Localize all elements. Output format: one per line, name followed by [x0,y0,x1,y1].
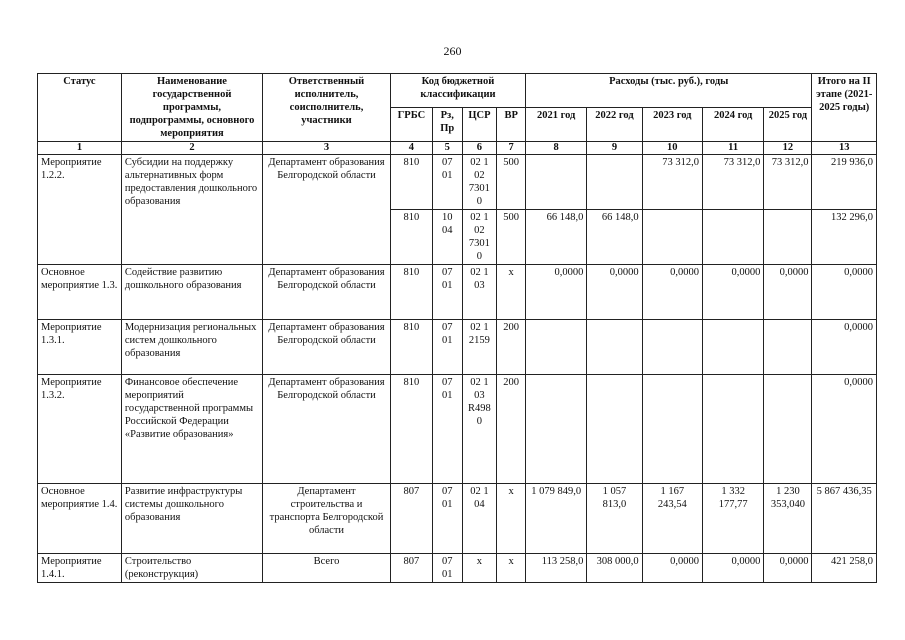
cell-2023: 0,0000 [642,265,702,320]
cell-2024: 1 332 177,77 [702,484,763,554]
table-row [38,375,877,484]
cell-vr: 200 [497,320,526,375]
cell-2025: 73 312,0 [764,155,812,210]
budget-table [37,73,877,583]
col-number: 8 [525,142,586,155]
header-rzpr: Рз, Пр [432,108,462,142]
cell-grbs: 810 [390,375,432,484]
cell-2025: 0,0000 [764,265,812,320]
cell-rzpr: 07 01 [432,320,462,375]
cell-2024: 0,0000 [702,265,763,320]
cell-csr: 02 1 03 [462,265,497,320]
cell-csr: 02 1 02 7301 0 [462,210,497,265]
cell-2021 [525,320,586,375]
cell-csr: 02 1 03 R498 0 [462,375,497,484]
cell-vr: 200 [497,375,526,484]
cell-csr: 02 1 02 7301 0 [462,155,497,210]
header-budget-code: Код бюджетной классификации [390,74,525,108]
cell-grbs: 807 [390,554,432,583]
header-2023: 2023 год [642,108,702,142]
col-number: 6 [462,142,497,155]
cell-executor: Департамент образования Белгородской области [263,320,391,375]
header-2025: 2025 год [764,108,812,142]
header-name: Наименование государственной программы, подпрограммы, основного мероприятия [121,74,262,142]
col-number: 12 [764,142,812,155]
cell-2023: 1 167 243,54 [642,484,702,554]
cell-name: Развитие инфраструктуры системы дошкольного образования [121,484,262,554]
cell-rzpr: 07 01 [432,155,462,210]
cell-name: Модернизация региональных систем дошкольного образования [121,320,262,375]
cell-2022 [587,320,642,375]
cell-status: Мероприятие 1.4.1. [38,554,122,583]
cell-rzpr: 07 01 [432,484,462,554]
cell-2021: 113 258,0 [525,554,586,583]
cell-grbs: 810 [390,210,432,265]
table-row [38,320,877,375]
cell-2022: 0,0000 [587,265,642,320]
cell-total: 219 936,0 [812,155,877,210]
header-vr: ВР [497,108,526,142]
cell-rzpr: 07 01 [432,265,462,320]
cell-name: Строительство (реконструкция) [121,554,262,583]
cell-2025: 0,0000 [764,554,812,583]
cell-2021: 0,0000 [525,265,586,320]
cell-csr: 02 1 04 [462,484,497,554]
cell-grbs: 810 [390,155,432,210]
cell-vr: х [497,554,526,583]
header-csr: ЦСР [462,108,497,142]
col-number: 1 [38,142,122,155]
cell-status: Мероприятие 1.3.2. [38,375,122,484]
cell-2025 [764,320,812,375]
cell-2021 [525,375,586,484]
cell-total: 0,0000 [812,320,877,375]
page-number: 260 [443,44,462,58]
table-row [38,265,877,320]
cell-2025 [764,210,812,265]
cell-2022 [587,375,642,484]
cell-status: Основное мероприятие 1.3. [38,265,122,320]
cell-2021 [525,155,586,210]
cell-total: 0,0000 [812,375,877,484]
cell-executor: Департамент образования Белгородской области [263,375,391,484]
header-expenses: Расходы (тыс. руб.), годы [525,74,811,108]
cell-2024 [702,320,763,375]
cell-2023 [642,320,702,375]
table-row [38,484,877,554]
cell-executor: Департамент образования Белгородской области [263,265,391,320]
cell-2021: 66 148,0 [525,210,586,265]
header-2022: 2022 год [587,108,642,142]
cell-status: Основное мероприятие 1.4. [38,484,122,554]
cell-csr: х [462,554,497,583]
cell-2025 [764,375,812,484]
cell-2022: 66 148,0 [587,210,642,265]
col-number: 2 [121,142,262,155]
cell-vr: х [497,265,526,320]
cell-name: Субсидии на поддержку альтернативных форм предоставления дошкольного образования [121,155,262,265]
cell-executor: Департамент строительства и транспорта Белгородской области [263,484,391,554]
cell-2023 [642,375,702,484]
col-number: 10 [642,142,702,155]
table-row [38,554,877,583]
col-number: 5 [432,142,462,155]
cell-grbs: 810 [390,265,432,320]
cell-total: 132 296,0 [812,210,877,265]
cell-grbs: 810 [390,320,432,375]
cell-2021: 1 079 849,0 [525,484,586,554]
header-grbs: ГРБС [390,108,432,142]
header-executor: Ответственный исполнитель, соисполнитель, участники [263,74,391,142]
cell-vr: 500 [497,155,526,210]
cell-2024 [702,375,763,484]
header-row [38,74,877,108]
col-number: 11 [702,142,763,155]
col-number: 3 [263,142,391,155]
cell-2023: 0,0000 [642,554,702,583]
cell-vr: 500 [497,210,526,265]
cell-rzpr: 07 01 [432,375,462,484]
cell-total: 421 258,0 [812,554,877,583]
col-number: 4 [390,142,432,155]
cell-2024: 0,0000 [702,554,763,583]
header-total: Итого на II этапе (2021-2025 годы) [812,74,877,142]
cell-vr: х [497,484,526,554]
cell-2025: 1 230 353,040 [764,484,812,554]
cell-2024 [702,210,763,265]
cell-2024: 73 312,0 [702,155,763,210]
col-number: 9 [587,142,642,155]
cell-csr: 02 1 2159 [462,320,497,375]
cell-2022 [587,155,642,210]
table-row [38,155,877,210]
header-status: Статус [38,74,122,142]
cell-total: 0,0000 [812,265,877,320]
cell-status: Мероприятие 1.2.2. [38,155,122,265]
cell-total: 5 867 436,35 [812,484,877,554]
cell-rzpr: 10 04 [432,210,462,265]
cell-executor: Всего [263,554,391,583]
cell-2023 [642,210,702,265]
cell-rzpr: 07 01 [432,554,462,583]
header-2021: 2021 год [525,108,586,142]
cell-2022: 1 057 813,0 [587,484,642,554]
header-2024: 2024 год [702,108,763,142]
column-number-row [38,142,877,155]
cell-grbs: 807 [390,484,432,554]
col-number: 7 [497,142,526,155]
cell-2022: 308 000,0 [587,554,642,583]
col-number: 13 [812,142,877,155]
cell-status: Мероприятие 1.3.1. [38,320,122,375]
cell-2023: 73 312,0 [642,155,702,210]
cell-executor: Департамент образования Белгородской области [263,155,391,265]
cell-name: Финансовое обеспечение мероприятий государственной программы Российской Федерации «Развитие образования» [121,375,262,484]
cell-name: Содействие развитию дошкольного образования [121,265,262,320]
